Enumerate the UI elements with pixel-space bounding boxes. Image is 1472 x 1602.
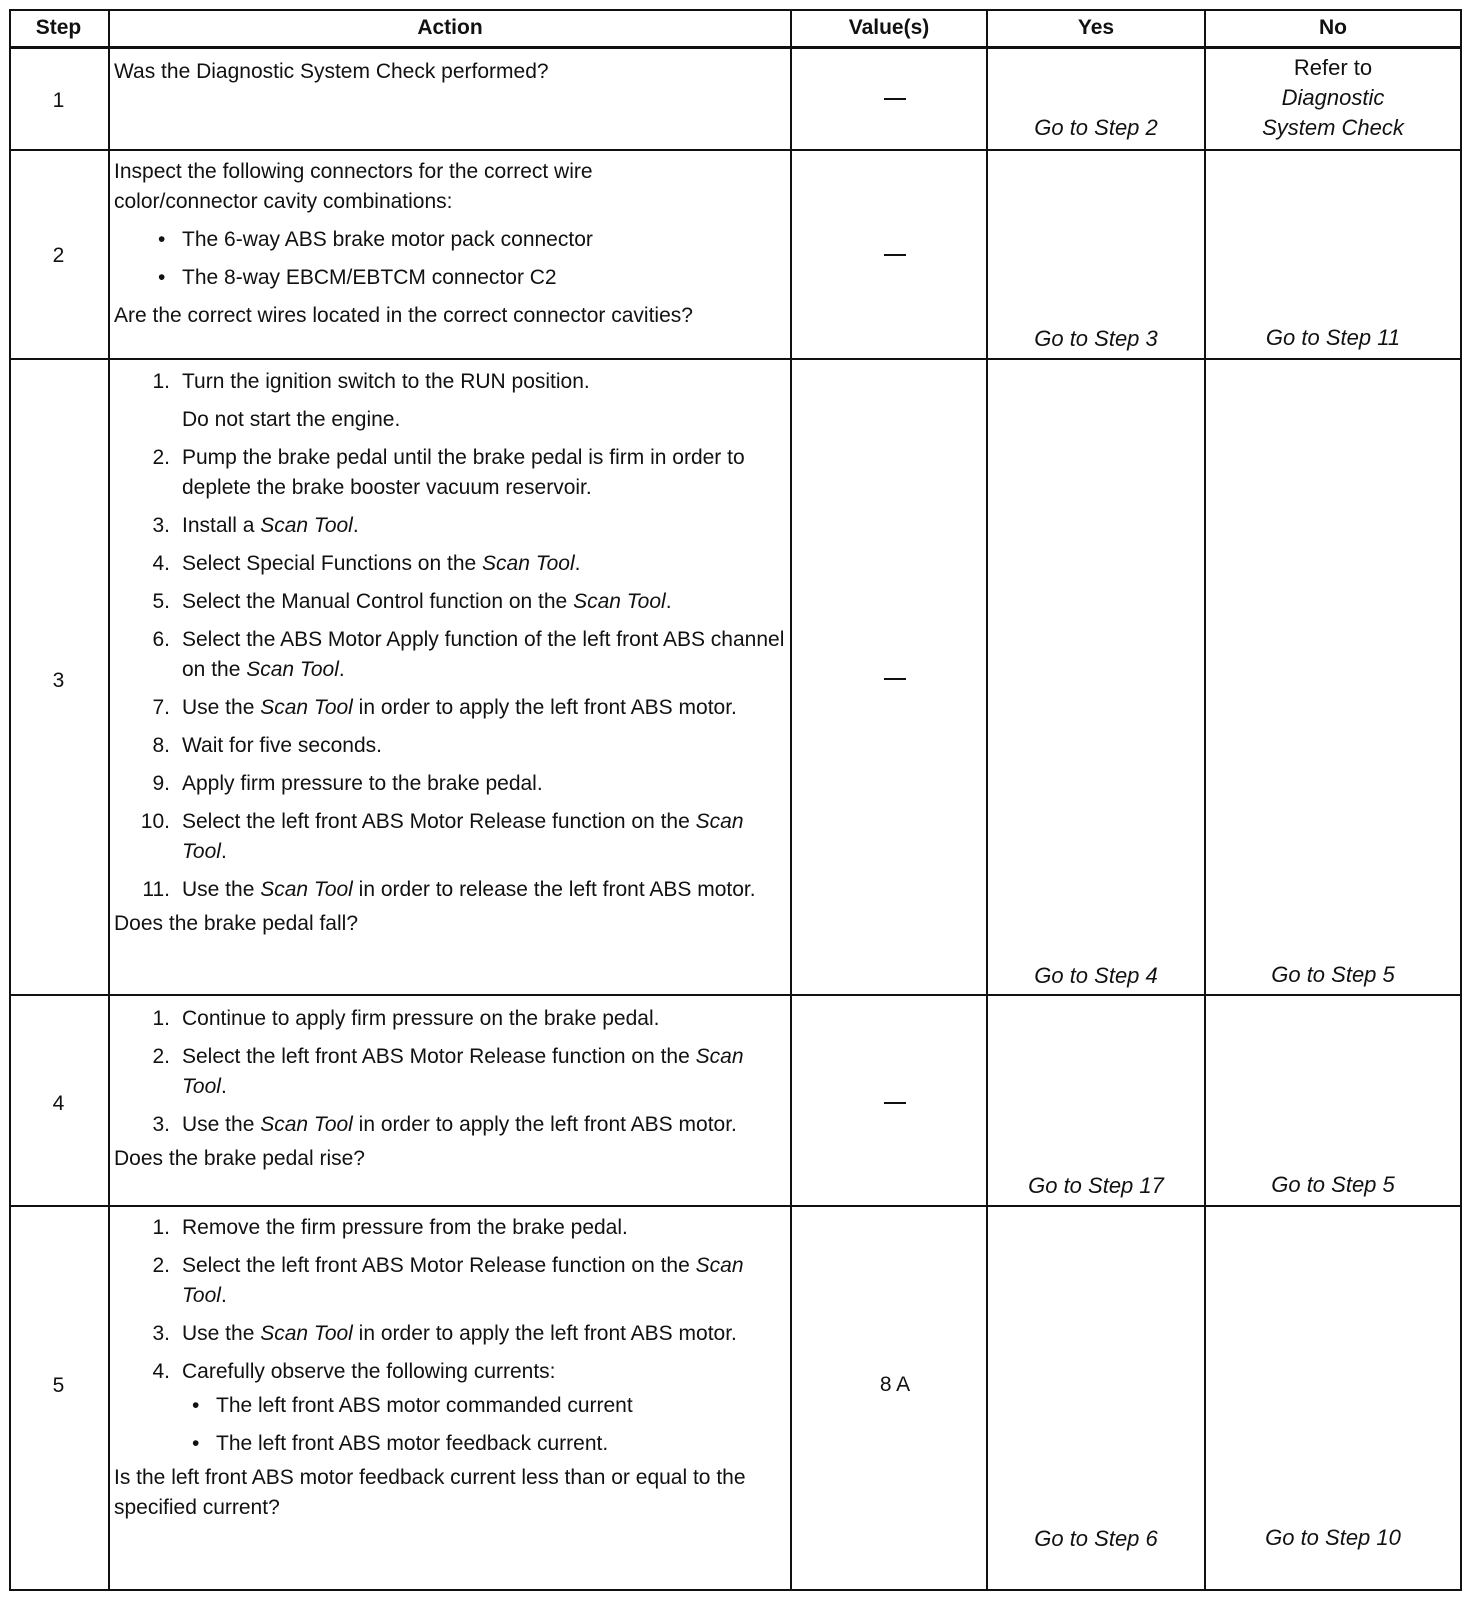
bullet-icon: • bbox=[158, 228, 166, 251]
list-item-text: Select the left front ABS Motor Release function on the bbox=[182, 1254, 696, 1277]
no-cell: Go to Step 11 bbox=[1265, 325, 1401, 350]
bullet-icon: • bbox=[192, 1394, 200, 1417]
bullet-icon: • bbox=[158, 266, 166, 289]
value-cell bbox=[796, 667, 994, 691]
list-item bbox=[114, 731, 790, 761]
procedure-list bbox=[114, 1004, 790, 1140]
step-index: 2. bbox=[152, 1254, 170, 1277]
list-item-text: The 8-way EBCM/EBTCM connector C2 bbox=[182, 266, 557, 289]
list-item-text: Apply firm pressure to the brake pedal. bbox=[182, 772, 543, 795]
list-item bbox=[114, 769, 790, 799]
row-divider bbox=[9, 1205, 1462, 1207]
period: . bbox=[220, 1075, 227, 1098]
tool-name: Scan Tool bbox=[182, 1254, 744, 1307]
list-item bbox=[114, 1357, 790, 1387]
step-index: 2. bbox=[152, 446, 170, 469]
column-divider bbox=[790, 9, 792, 1591]
value-cell bbox=[796, 1091, 994, 1115]
action-cell bbox=[114, 367, 790, 939]
tool-name: Scan Tool bbox=[260, 1113, 353, 1136]
dash-mark bbox=[884, 1102, 906, 1104]
step-number: 1 bbox=[52, 89, 65, 112]
value-cell bbox=[796, 87, 994, 111]
header-values: Value(s) bbox=[848, 16, 930, 39]
step-index: 10. bbox=[140, 810, 170, 833]
list-item bbox=[114, 263, 714, 293]
question-text: Is the left front ABS motor feedback current less than or equal to the specified current? bbox=[114, 1466, 746, 1519]
question-text: Was the Diagnostic System Check performed? bbox=[114, 60, 549, 83]
list-item-text: Select the left front ABS Motor Release function on the bbox=[182, 810, 696, 833]
tool-name: Scan Tool bbox=[260, 514, 353, 537]
list-item bbox=[114, 875, 790, 905]
period: . bbox=[220, 1284, 227, 1307]
list-item-text: Select Special Functions on the bbox=[182, 552, 483, 575]
dash-mark bbox=[884, 678, 906, 680]
list-item-text: in order to apply the left front ABS motor. bbox=[352, 1322, 737, 1345]
step-number: 3 bbox=[52, 669, 65, 692]
action-cell bbox=[114, 157, 714, 331]
question-text: Are the correct wires located in the correct connector cavities? bbox=[114, 304, 693, 327]
list-item-text: Select the left front ABS Motor Release function on the bbox=[182, 1045, 696, 1068]
list-item-note: Do not start the engine. bbox=[182, 408, 401, 431]
list-item-text: Select the Manual Control function on the bbox=[182, 590, 574, 613]
step-index: 1. bbox=[152, 370, 170, 393]
list-item-text: Remove the firm pressure from the brake pedal. bbox=[182, 1216, 628, 1239]
list-item bbox=[114, 1251, 790, 1311]
procedure-list bbox=[114, 1213, 790, 1387]
period: . bbox=[352, 514, 359, 537]
list-item-text: in order to apply the left front ABS motor. bbox=[352, 1113, 737, 1136]
dash-mark bbox=[884, 254, 906, 256]
bullet-icon: • bbox=[192, 1432, 200, 1455]
step-index: 3. bbox=[152, 514, 170, 537]
yes-cell: Go to Step 6 bbox=[1034, 1526, 1158, 1551]
list-item bbox=[114, 1213, 790, 1243]
table-border-bottom bbox=[9, 1589, 1462, 1591]
list-item-text: in order to apply the left front ABS motor. bbox=[352, 696, 737, 719]
step-index: 4. bbox=[152, 1360, 170, 1383]
list-item bbox=[114, 1004, 790, 1034]
list-item-text: Wait for five seconds. bbox=[182, 734, 382, 757]
period: . bbox=[574, 552, 581, 575]
tool-name: Scan Tool bbox=[260, 878, 353, 901]
procedure-list bbox=[114, 367, 790, 905]
list-item-text: Continue to apply firm pressure on the brake pedal. bbox=[182, 1007, 660, 1030]
header-step: Step bbox=[35, 16, 82, 39]
list-item-text: Use the bbox=[182, 696, 261, 719]
row-divider bbox=[9, 358, 1462, 360]
step-index: 7. bbox=[152, 696, 170, 719]
list-item-text: Use the bbox=[182, 1322, 261, 1345]
list-item bbox=[114, 1429, 790, 1459]
list-item bbox=[114, 587, 790, 617]
list-item bbox=[114, 693, 790, 723]
action-cell bbox=[114, 1213, 790, 1523]
intro-text: Inspect the following connectors for the correct wire color/connector cavity combinations: bbox=[114, 160, 593, 213]
step-index: 8. bbox=[152, 734, 170, 757]
value-cell: 8 A bbox=[879, 1373, 911, 1396]
step-index: 11. bbox=[142, 878, 170, 901]
value-cell bbox=[796, 243, 994, 267]
tool-name: Scan Tool bbox=[260, 696, 353, 719]
diagnostic-table bbox=[9, 9, 1462, 1591]
yes-cell: Go to Step 3 bbox=[1034, 326, 1158, 351]
list-item-text: in order to release the left front ABS motor. bbox=[352, 878, 756, 901]
no-cell bbox=[1206, 53, 1460, 143]
list-item bbox=[114, 1042, 790, 1102]
list-item-text: Pump the brake pedal until the brake pedal is firm in order to deplete the brake booster vacuum reservoir. bbox=[182, 446, 745, 499]
step-index: 3. bbox=[152, 1113, 170, 1136]
step-index: 6. bbox=[152, 628, 170, 651]
row-divider bbox=[9, 994, 1462, 996]
no-prefix: Refer to bbox=[1293, 55, 1373, 80]
table-border-top bbox=[9, 9, 1462, 11]
period: . bbox=[338, 658, 345, 681]
tool-name: Scan Tool bbox=[182, 1045, 744, 1098]
list-item bbox=[114, 511, 790, 541]
tool-name: Scan Tool bbox=[260, 1322, 353, 1345]
yes-cell: Go to Step 17 bbox=[1028, 1173, 1164, 1198]
table-border-right bbox=[1460, 9, 1462, 1591]
period: . bbox=[665, 590, 672, 613]
list-item-text: Turn the ignition switch to the RUN position. bbox=[182, 370, 590, 393]
no-link-line-2: System Check bbox=[1262, 115, 1404, 140]
yes-cell: Go to Step 2 bbox=[1034, 115, 1158, 140]
step-index: 1. bbox=[152, 1216, 170, 1239]
list-item-text: Use the bbox=[182, 1113, 261, 1136]
list-item-text: The left front ABS motor feedback current. bbox=[216, 1432, 609, 1455]
step-number: 4 bbox=[52, 1092, 65, 1115]
step-index: 3. bbox=[152, 1322, 170, 1345]
header-no: No bbox=[1319, 16, 1347, 39]
list-item-text: Carefully observe the following currents: bbox=[182, 1360, 556, 1383]
tool-name: Scan Tool bbox=[573, 590, 666, 613]
question-text: Does the brake pedal fall? bbox=[114, 912, 358, 935]
step-number: 2 bbox=[52, 244, 65, 267]
list-item bbox=[114, 443, 790, 503]
step-index: 2. bbox=[152, 1045, 170, 1068]
list-item-text: Select the ABS Motor Apply function of the left front ABS channel on the bbox=[182, 628, 785, 681]
action-cell bbox=[114, 57, 786, 87]
list-item bbox=[114, 1391, 790, 1421]
list-item bbox=[114, 625, 790, 685]
step-number: 5 bbox=[52, 1374, 65, 1397]
connector-list bbox=[114, 225, 714, 293]
tool-name: Scan Tool bbox=[246, 658, 339, 681]
step-index: 5. bbox=[152, 590, 170, 613]
row-divider bbox=[9, 149, 1462, 151]
period: . bbox=[220, 840, 227, 863]
no-cell: Go to Step 5 bbox=[1271, 962, 1395, 987]
list-item bbox=[114, 1110, 790, 1140]
action-cell bbox=[114, 1004, 790, 1174]
current-list bbox=[114, 1391, 790, 1459]
no-cell: Go to Step 5 bbox=[1271, 1172, 1395, 1197]
question-text: Does the brake pedal rise? bbox=[114, 1147, 365, 1170]
list-item-text: The left front ABS motor commanded current bbox=[216, 1394, 633, 1417]
no-cell: Go to Step 10 bbox=[1265, 1525, 1401, 1550]
header-divider bbox=[9, 46, 1462, 49]
list-item bbox=[114, 807, 790, 867]
list-item-text: Use the bbox=[182, 878, 261, 901]
no-link-line-1: Diagnostic bbox=[1281, 85, 1385, 110]
list-item bbox=[114, 549, 790, 579]
tool-name: Scan Tool bbox=[182, 810, 744, 863]
dash-mark bbox=[884, 98, 906, 100]
header-yes: Yes bbox=[1077, 16, 1115, 39]
column-divider bbox=[1204, 9, 1206, 1591]
list-item bbox=[114, 1319, 790, 1349]
yes-cell: Go to Step 4 bbox=[1034, 963, 1158, 988]
step-index: 9. bbox=[152, 772, 170, 795]
list-item bbox=[114, 225, 714, 255]
step-index: 1. bbox=[152, 1007, 170, 1030]
list-item-text: The 6-way ABS brake motor pack connector bbox=[182, 228, 593, 251]
list-item-text: Install a bbox=[182, 514, 261, 537]
list-item bbox=[114, 367, 790, 435]
header-action: Action bbox=[417, 16, 483, 39]
column-divider bbox=[108, 9, 110, 1591]
step-index: 4. bbox=[152, 552, 170, 575]
tool-name: Scan Tool bbox=[482, 552, 575, 575]
